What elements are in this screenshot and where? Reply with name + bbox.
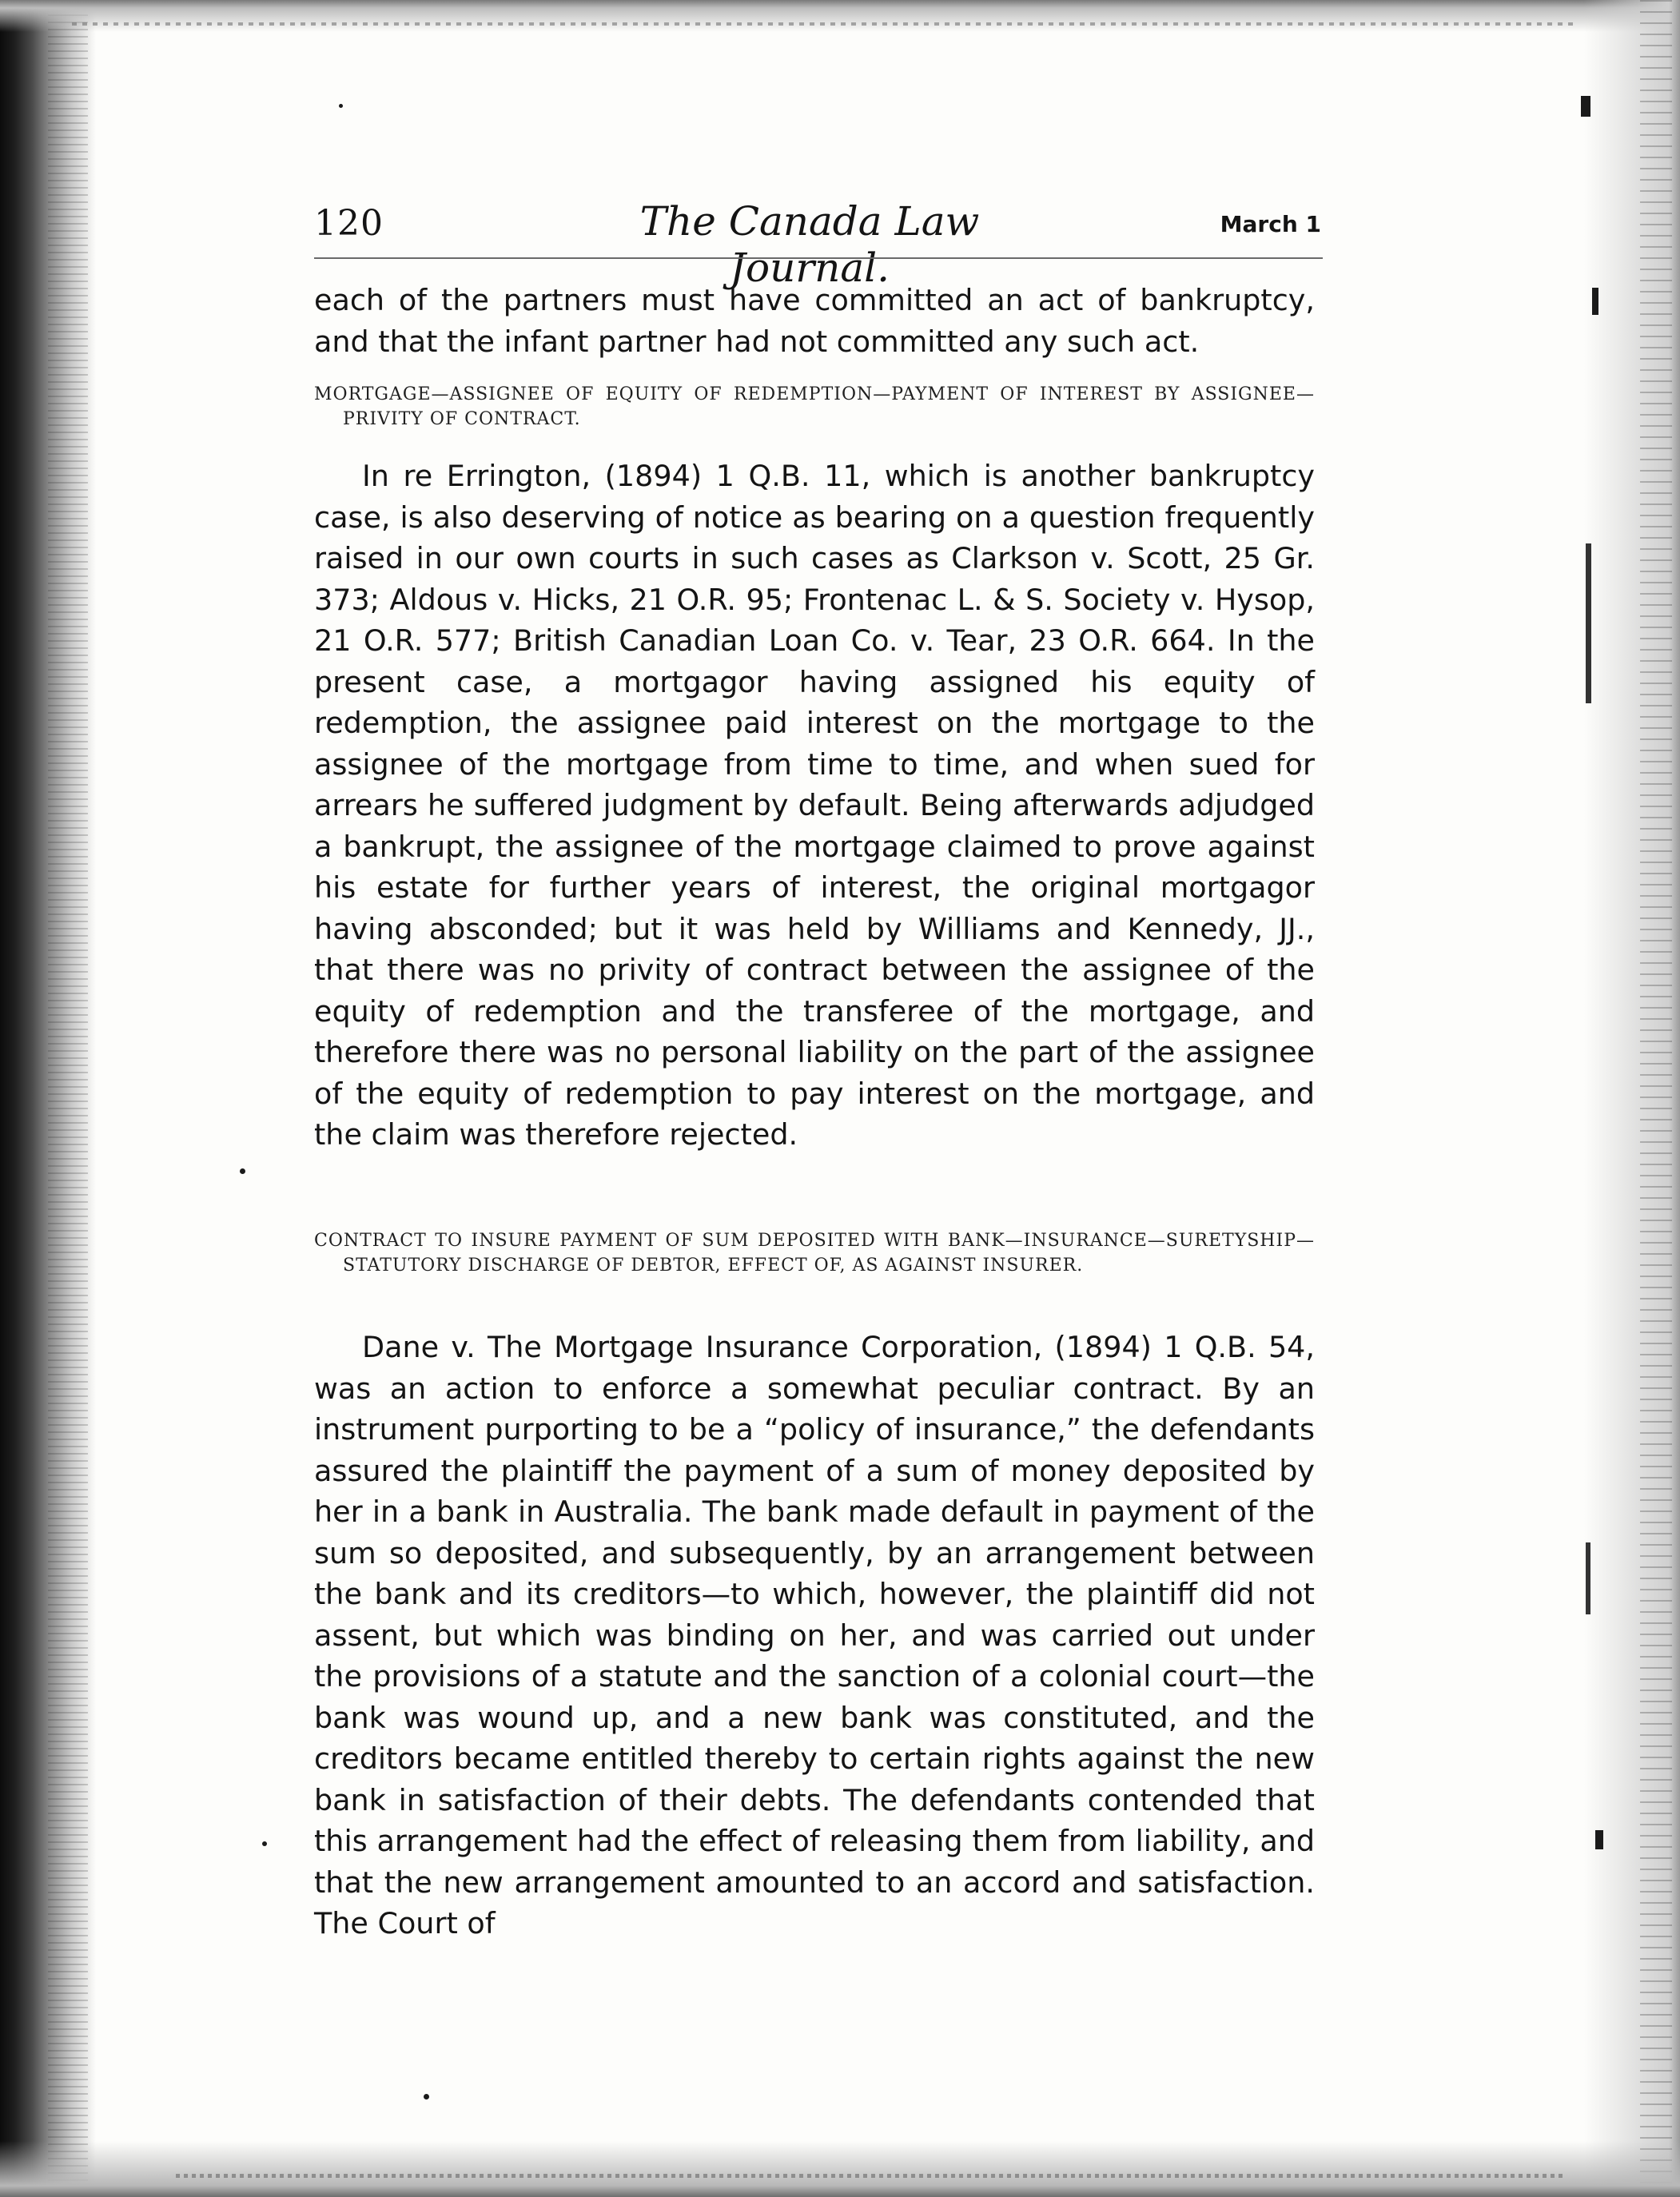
scan-speck bbox=[262, 1841, 267, 1846]
section-heading-mortgage: MORTGAGE—ASSIGNEE OF EQUITY OF REDEMPTION—PAYMENT OF INTEREST BY ASSIGNEE—PRIVITY OF CONTRACT. bbox=[314, 384, 1315, 429]
issue-date: March 1 bbox=[1220, 211, 1321, 237]
scan-speck bbox=[1595, 1830, 1603, 1849]
scan-top-edge bbox=[0, 0, 1680, 32]
section-body-dane: Dane v. The Mortgage Insurance Corporation, (1894) 1 Q.B. 54, was an action to enforce a somewhat peculiar contract. By an instrument purporting to be a “policy of insurance,” the defendants assured the plaintiff the payment of a sum of money deposited by her in a bank in Australia. The bank made default in payment of the sum so deposited, and subsequently, by an arrangement between the bank and its creditors—to which, however, the plaintiff did not assent, but which was binding on her, and was carried out under the provisions of a statute and the sanction of a colonial court—the bank was wound up, and a new bank was constituted, and the creditors became entitled thereby to certain rights against the new bank in satisfaction of their debts. The defendants contended that this arrangement had the effect of releasing them from liability, and that the new arrangement amounted to an accord and satisfaction. The Court of bbox=[314, 1330, 1315, 1940]
scan-speck bbox=[240, 1168, 245, 1174]
section-body-errington: In re Errington, (1894) 1 Q.B. 11, which is another bankruptcy case, is also deserving of notice as bearing on a question frequently raised in our own courts in such cases as Clarkson v. Scott, 25 Gr. 373; Aldous v. Hicks, 21 O.R. 95; Frontenac L. & S. Society v. Hysop, 21 O.R. 577; British Canadian Loan Co. v. Tear, 23 O.R. 664. In the present case, a mortgagor having assigned his equity of redemption, the assignee paid interest on the mortgage to the assignee of the mortgage from time to time, and when sued for arrears he suffered judgment by default. Being afterwards adjudged a bankrupt, the assignee of the mortgage claimed to prove against his estate for further years of interest, the original mortgagor having absconded; but it was held by Williams and Kennedy, JJ., that there was no privity of contract between the assignee of the equity of redemption and the transferee of the mortgage, and therefore there was no personal liability on the part of the assignee of the equity of redemption to pay interest on the mortgage, and the claim was therefore rejected. bbox=[314, 459, 1315, 1152]
scan-speck bbox=[1581, 96, 1590, 117]
continued-paragraph: each of the partners must have committed an act of bankruptcy, and that the infant partner had not committed any such act. bbox=[314, 283, 1315, 359]
scan-speck bbox=[424, 2094, 429, 2099]
scan-speck bbox=[339, 104, 343, 108]
journal-title: The Canada Law Journal. bbox=[639, 198, 980, 291]
scan-speck bbox=[1586, 1542, 1590, 1614]
page-number: 120 bbox=[314, 203, 384, 244]
running-head bbox=[314, 198, 1321, 291]
scan-bottom-noise bbox=[176, 2174, 1567, 2178]
section-heading-contract: CONTRACT TO INSURE PAYMENT OF SUM DEPOSITED WITH BANK—INSURANCE—SURETYSHIP—STATUTORY DISCHARGE OF DEBTOR, EFFECT OF, AS AGAINST INSURER. bbox=[314, 1231, 1315, 1276]
scan-speck bbox=[1586, 543, 1591, 703]
scan-binding-texture bbox=[48, 0, 88, 2197]
header-rule bbox=[314, 257, 1323, 259]
scan-speck bbox=[1592, 288, 1598, 315]
scan-top-noise bbox=[72, 22, 1575, 26]
scan-right-noise bbox=[1640, 0, 1672, 2197]
scan-bottom-edge bbox=[0, 2141, 1680, 2197]
